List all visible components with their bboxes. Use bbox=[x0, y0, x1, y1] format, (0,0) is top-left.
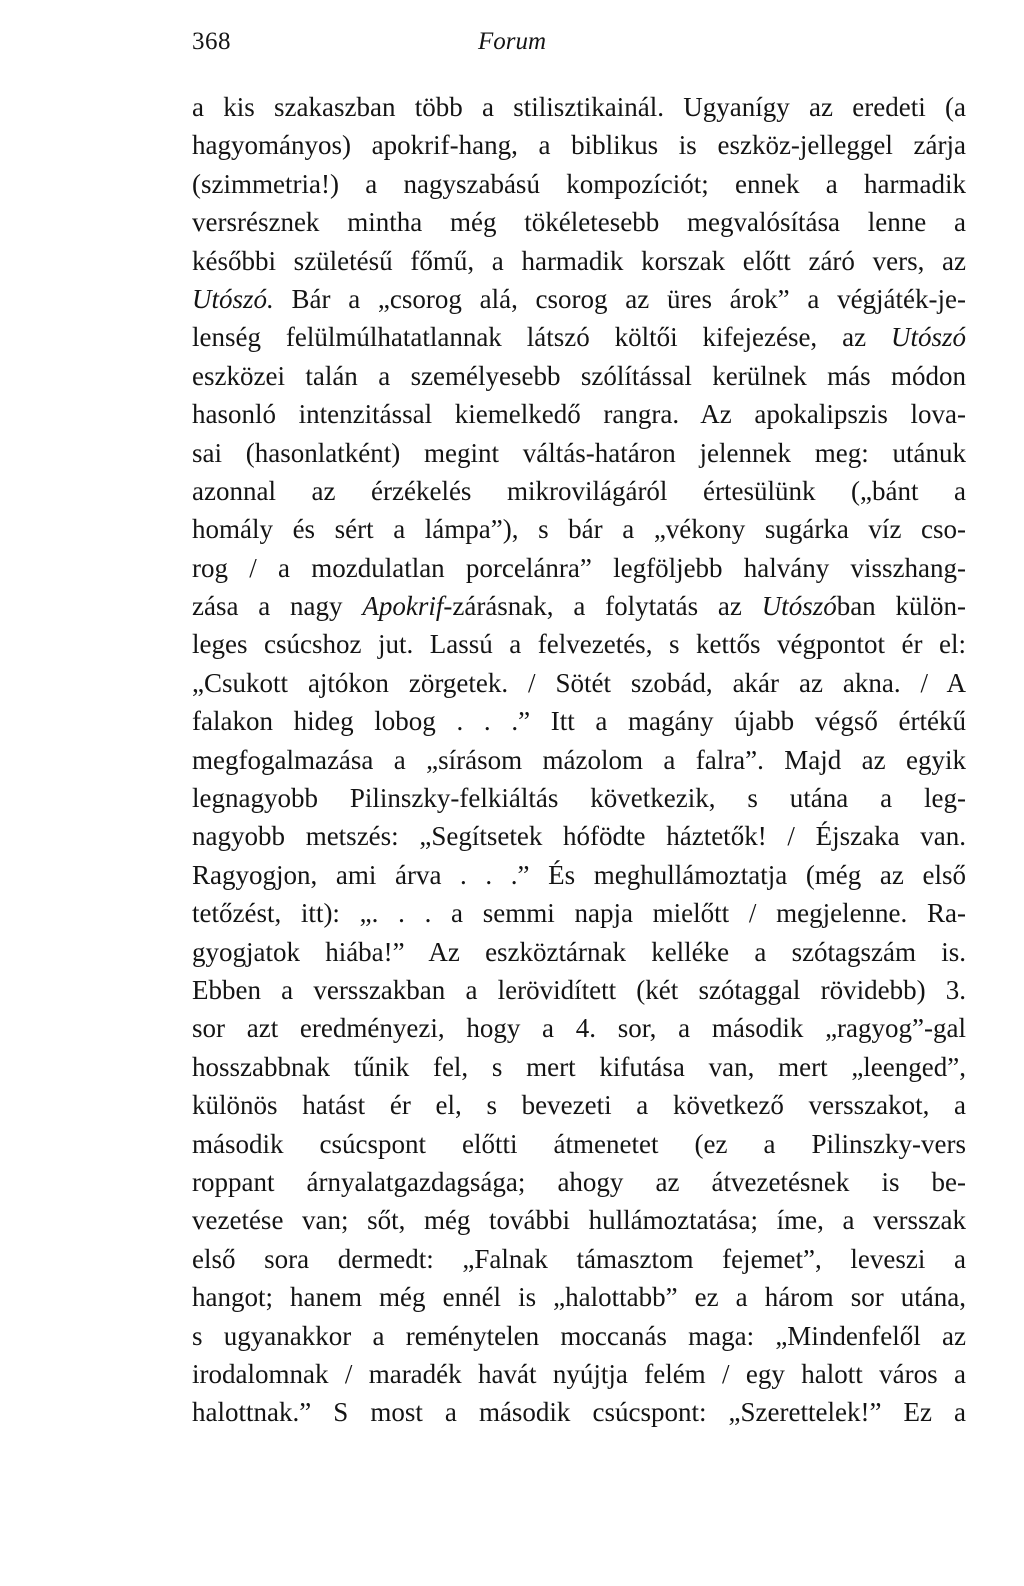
text-segment: homály és sért a lámpa”), s bár a „vékony sugárka víz cso- bbox=[192, 514, 966, 545]
text-segment: nagyobb metszés: „Segítsetek hófödte háztetők! / Éjszaka van. bbox=[192, 821, 966, 852]
text-line bbox=[192, 702, 966, 740]
text-segment: ban külön- bbox=[836, 591, 966, 622]
text-line bbox=[192, 933, 966, 971]
text-segment: hosszabbnak tűnik fel, s mert kifutása van, mert „leenged”, bbox=[192, 1051, 966, 1082]
body-text bbox=[192, 88, 966, 1432]
text-line bbox=[192, 1278, 966, 1316]
text-segment: későbbi születésű főmű, a harmadik korszak előtt záró vers, az bbox=[192, 245, 966, 276]
text-segment: Ragyogjon, ami árva . . .” És meghullámoztatja (még az első bbox=[192, 859, 966, 890]
text-segment: hangot; hanem még ennél is „halottabb” ez a három sor utána, bbox=[192, 1282, 966, 1313]
text-line bbox=[192, 126, 966, 164]
text-segment: versrésznek mintha még tökéletesebb megvalósítása lenne a bbox=[192, 207, 966, 238]
text-segment: rog / a mozdulatlan porcelánra” legföljebb halvány visszhang- bbox=[192, 552, 966, 583]
text-segment: s ugyanakkor a reménytelen moccanás maga: „Mindenfelől az bbox=[192, 1320, 966, 1351]
text-line bbox=[192, 549, 966, 587]
text-line bbox=[192, 587, 966, 625]
text-segment: halottnak.” S most a második csúcspont: „Szerettelek!” Ez a bbox=[192, 1397, 966, 1428]
text-line bbox=[192, 971, 966, 1009]
text-line bbox=[192, 741, 966, 779]
text-segment: különös hatást ér el, s bevezeti a következő versszakot, a bbox=[192, 1090, 966, 1121]
text-segment: sor azt eredményezi, hogy a 4. sor, a második „ragyog”-gal bbox=[192, 1013, 966, 1044]
text-segment: azonnal az érzékelés mikrovilágáról értesülünk („bánt a bbox=[192, 475, 966, 506]
text-line bbox=[192, 1086, 966, 1124]
text-segment: -zárásnak, a folytatás az bbox=[443, 591, 762, 622]
text-segment: megfogalmazása a „sírásom mázolom a falra”. Majd az egyik bbox=[192, 744, 966, 775]
text-line bbox=[192, 1048, 966, 1086]
text-line bbox=[192, 88, 966, 126]
text-segment: roppant árnyalatgazdagsága; ahogy az átvezetésnek is be- bbox=[192, 1166, 966, 1197]
text-line bbox=[192, 664, 966, 702]
running-title: Forum bbox=[477, 28, 547, 55]
text-line bbox=[192, 856, 966, 894]
text-line bbox=[192, 472, 966, 510]
text-segment: gyogjatok hiába!” Az eszköztárnak kelléke a szótagszám is. bbox=[192, 936, 966, 967]
text-line bbox=[192, 357, 966, 395]
text-segment: tetőzést, itt): „. . . a semmi napja mielőtt / megjelenne. Ra- bbox=[192, 898, 966, 929]
text-line bbox=[192, 1125, 966, 1163]
text-segment: második csúcspont előtti átmenetet (ez a Pilinszky-vers bbox=[192, 1128, 966, 1159]
text-line bbox=[192, 894, 966, 932]
text-line bbox=[192, 1240, 966, 1278]
text-segment: első sora dermedt: „Falnak támasztom fejemet”, leveszi a bbox=[192, 1243, 966, 1274]
text-line bbox=[192, 1009, 966, 1047]
text-segment: legnagyobb Pilinszky-felkiáltás következik, s utána a leg- bbox=[192, 783, 966, 814]
text-line bbox=[192, 318, 966, 356]
text-segment: a kis szakaszban több a stilisztikainál. Ugyanígy az eredeti (a bbox=[192, 92, 966, 122]
text-line bbox=[192, 1355, 966, 1393]
text-segment: vezetése van; sőt, még további hullámoztatása; íme, a versszak bbox=[192, 1205, 966, 1236]
text-line bbox=[192, 817, 966, 855]
text-segment: eszközei talán a személyesebb szólítással kerülnek más módon bbox=[192, 360, 966, 391]
text-segment: lenség felülmúlhatatlannak látszó költői kifejezése, az bbox=[192, 322, 891, 353]
text-segment: Ebben a versszakban a lerövidített (két szótaggal rövidebb) 3. bbox=[192, 974, 966, 1005]
text-segment: „Csukott ajtókon zörgetek. / Sötét szobád, akár az akna. / A bbox=[192, 667, 966, 698]
text-segment: hasonló intenzitással kiemelkedő rangra. Az apokalipszis lova- bbox=[192, 399, 966, 430]
text-segment: irodalomnak / maradék havát nyújtja felém / egy halott város a bbox=[192, 1358, 966, 1389]
text-line bbox=[192, 434, 966, 472]
text-segment: leges csúcshoz jut. Lassú a felvezetés, s kettős végpontot ér el: bbox=[192, 629, 966, 660]
text-segment: zása a nagy bbox=[192, 591, 363, 622]
italic-title: Apokrif bbox=[362, 591, 444, 622]
text-segment: Bár a „csorog alá, csorog az üres árok” a végjáték-je- bbox=[273, 283, 966, 314]
text-line bbox=[192, 779, 966, 817]
text-segment: falakon hideg lobog . . .” Itt a magány újabb végső értékű bbox=[192, 706, 966, 737]
text-segment: hagyományos) apokrif-hang, a biblikus is eszköz-jelleggel zárja bbox=[192, 130, 966, 161]
text-line bbox=[192, 165, 966, 203]
italic-title: Utószó bbox=[761, 591, 837, 622]
italic-title: Utószó bbox=[890, 322, 966, 353]
page-number: 368 bbox=[192, 28, 231, 55]
text-line bbox=[192, 1393, 966, 1431]
text-line bbox=[192, 280, 966, 318]
text-line bbox=[192, 1201, 966, 1239]
text-line bbox=[192, 1163, 966, 1201]
italic-title: Utószó. bbox=[192, 283, 274, 314]
text-line bbox=[192, 242, 966, 280]
text-line bbox=[192, 1317, 966, 1355]
text-line bbox=[192, 395, 966, 433]
text-line bbox=[192, 625, 966, 663]
text-segment: sai (hasonlatként) megint váltás-határon jelennek meg: utánuk bbox=[192, 437, 966, 468]
text-segment: (szimmetria!) a nagyszabású kompozíciót; ennek a harmadik bbox=[192, 168, 966, 199]
text-line bbox=[192, 510, 966, 548]
text-line bbox=[192, 203, 966, 241]
